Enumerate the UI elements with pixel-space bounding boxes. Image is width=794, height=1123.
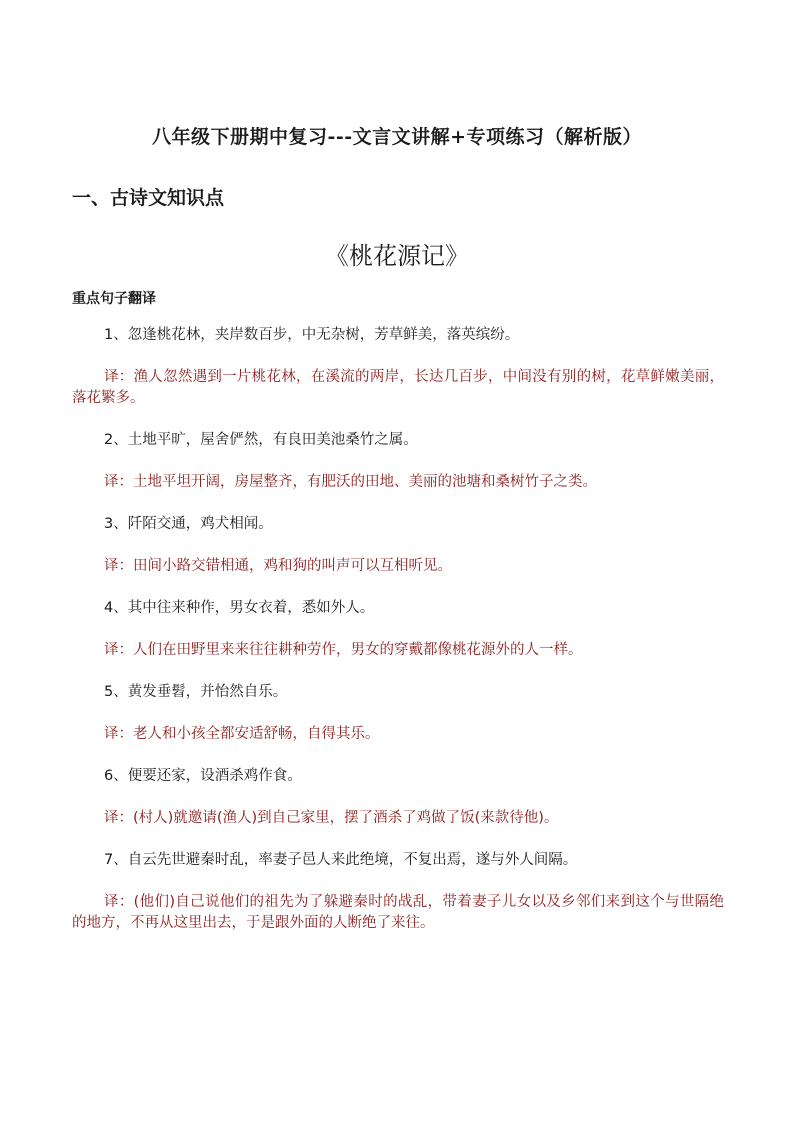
original-sentence-2: 2、土地平旷，屋舍俨然，有良田美池桑竹之属。 bbox=[104, 432, 418, 448]
original-sentence-4: 4、其中往来种作，男女衣着，悉如外人。 bbox=[104, 600, 375, 616]
text-title: 《桃花源记》 bbox=[325, 242, 469, 270]
translation-sentence-2: 译：土地平坦开阔，房屋整齐，有肥沃的田地、美丽的池塘和桑树竹子之类。 bbox=[104, 474, 597, 490]
subheading: 重点句子翻译 bbox=[72, 291, 156, 307]
translation-list bbox=[72, 325, 724, 955]
translation-sentence-7: 译：(他们)自己说他们的祖先为了躲避秦时的战乱，带着妻子儿女以及乡邻们来到这个与世隔绝的地方，不再从这里出去，于是跟外面的人断绝了来往。 bbox=[72, 894, 724, 931]
original-sentence-7: 7、自云先世避秦时乱，率妻子邑人来此绝境，不复出焉，遂与外人间隔。 bbox=[104, 852, 578, 868]
translation-sentence-5: 译：老人和小孩全都安适舒畅，自得其乐。 bbox=[104, 726, 380, 742]
translation-sentence-4: 译：人们在田野里来来往往耕种劳作，男女的穿戴都像桃花源外的人一样。 bbox=[104, 642, 583, 658]
original-sentence-6: 6、便要还家，设酒杀鸡作食。 bbox=[104, 768, 302, 784]
translation-sentence-1: 译：渔人忽然遇到一片桃花林，在溪流的两岸，长达几百步，中间没有别的树，花草鲜嫩美丽，落花繁多。 bbox=[72, 369, 724, 406]
original-sentence-5: 5、黄发垂髫，并怡然自乐。 bbox=[104, 684, 288, 700]
original-sentence-1: 1、忽逢桃花林，夹岸数百步，中无杂树，芳草鲜美，落英缤纷。 bbox=[104, 327, 520, 343]
section-heading: 一、古诗文知识点 bbox=[72, 187, 225, 209]
original-sentence-3: 3、阡陌交通，鸡犬相闻。 bbox=[104, 516, 273, 532]
document-title: 八年级下册期中复习---文言文讲解+专项练习（解析版） bbox=[151, 126, 643, 148]
translation-sentence-6: 译：(村人)就邀请(渔人)到自己家里，摆了酒杀了鸡做了饭(来款待他)。 bbox=[104, 810, 559, 826]
translation-sentence-3: 译：田间小路交错相通，鸡和狗的叫声可以互相听见。 bbox=[104, 558, 452, 574]
